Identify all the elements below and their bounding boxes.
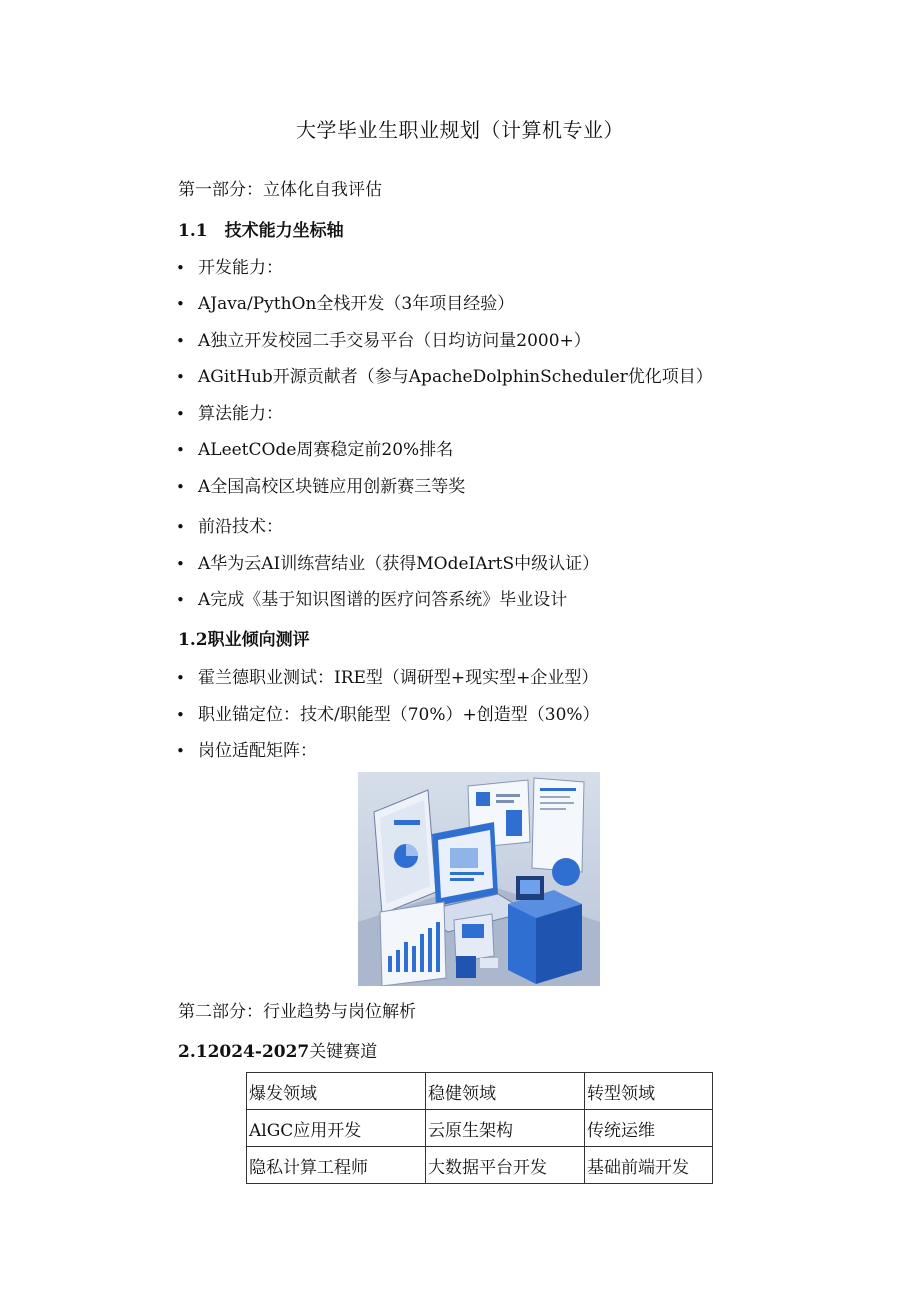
- bullet-icon: •: [176, 478, 185, 496]
- list-item: • 岗位适配矩阵：: [176, 741, 317, 761]
- bullet-icon: •: [176, 368, 185, 386]
- bullet-icon: •: [176, 555, 185, 573]
- list-item-algo-label: • 算法能力：: [176, 404, 283, 424]
- list-item: • AJava/PythOn全栈开发（3年项目经验）: [176, 294, 515, 314]
- section-1-2-heading: 1.2职业倾向测评: [178, 630, 310, 650]
- table-row: [247, 1073, 713, 1110]
- section-1-1-heading-text: 1.1 技术能力坐标轴: [178, 221, 344, 241]
- bullet-icon: •: [176, 295, 185, 313]
- bullet-icon: •: [176, 518, 185, 536]
- section-1-1-heading: [178, 219, 344, 243]
- table-cell: 大数据平台开发: [426, 1147, 585, 1184]
- bullet-icon: •: [176, 441, 185, 459]
- section-2-1-heading: 2.12024-2027关键赛道: [178, 1042, 378, 1062]
- bullet-icon: •: [176, 591, 185, 609]
- table-row: [247, 1147, 713, 1184]
- list-item: • 职业锚定位：技术/职能型（70%）+创造型（30%）: [176, 705, 600, 725]
- list-item: • A完成《基于知识图谱的医疗问答系统》毕业设计: [176, 590, 568, 610]
- part2-heading: 第二部分：行业趋势与岗位解析: [178, 1002, 416, 1022]
- table-cell: 云原生架构: [426, 1110, 585, 1147]
- table-cell: 传统运维: [585, 1110, 713, 1147]
- job-matrix-illustration: [358, 772, 600, 986]
- bullet-icon: •: [176, 332, 185, 350]
- table-row: [247, 1110, 713, 1147]
- list-item: • A独立开发校园二手交易平台（日均访问量2000+）: [176, 331, 591, 351]
- table-cell: 隐私计算工程师: [247, 1147, 426, 1184]
- list-item-frontier-label: • 前沿技术：: [176, 517, 283, 537]
- computing-scene-icon: [358, 772, 600, 986]
- part1-heading: 第一部分：立体化自我评估: [178, 180, 382, 200]
- list-item: • 霍兰德职业测试：IRE型（调研型+现实型+企业型）: [176, 668, 599, 688]
- list-item: • AGitHub开源贡献者（参与ApacheDolphinScheduler优化项目）: [176, 367, 713, 387]
- table-header-cell: 转型领域: [585, 1073, 713, 1110]
- page-title: 大学毕业生职业规划（计算机专业）: [296, 118, 624, 142]
- list-item: • ALeetCOde周赛稳定前20%排名: [176, 440, 454, 460]
- key-tracks-table: [246, 1072, 713, 1184]
- bullet-icon: •: [176, 405, 185, 423]
- list-item: • A全国高校区块链应用创新赛三等奖: [176, 477, 466, 497]
- table-header-cell: 爆发领域: [247, 1073, 426, 1110]
- list-item: • A华为云AI训练营结业（获得MOdeIArtS中级认证）: [176, 554, 600, 574]
- list-item-dev-label: • 开发能力：: [176, 258, 283, 278]
- bullet-icon: •: [176, 706, 185, 724]
- table-cell: AlGC应用开发: [247, 1110, 426, 1147]
- table-header-cell: 稳健领域: [426, 1073, 585, 1110]
- table-cell: 基础前端开发: [585, 1147, 713, 1184]
- bullet-icon: •: [176, 259, 185, 277]
- bullet-icon: •: [176, 742, 185, 760]
- bullet-icon: •: [176, 669, 185, 687]
